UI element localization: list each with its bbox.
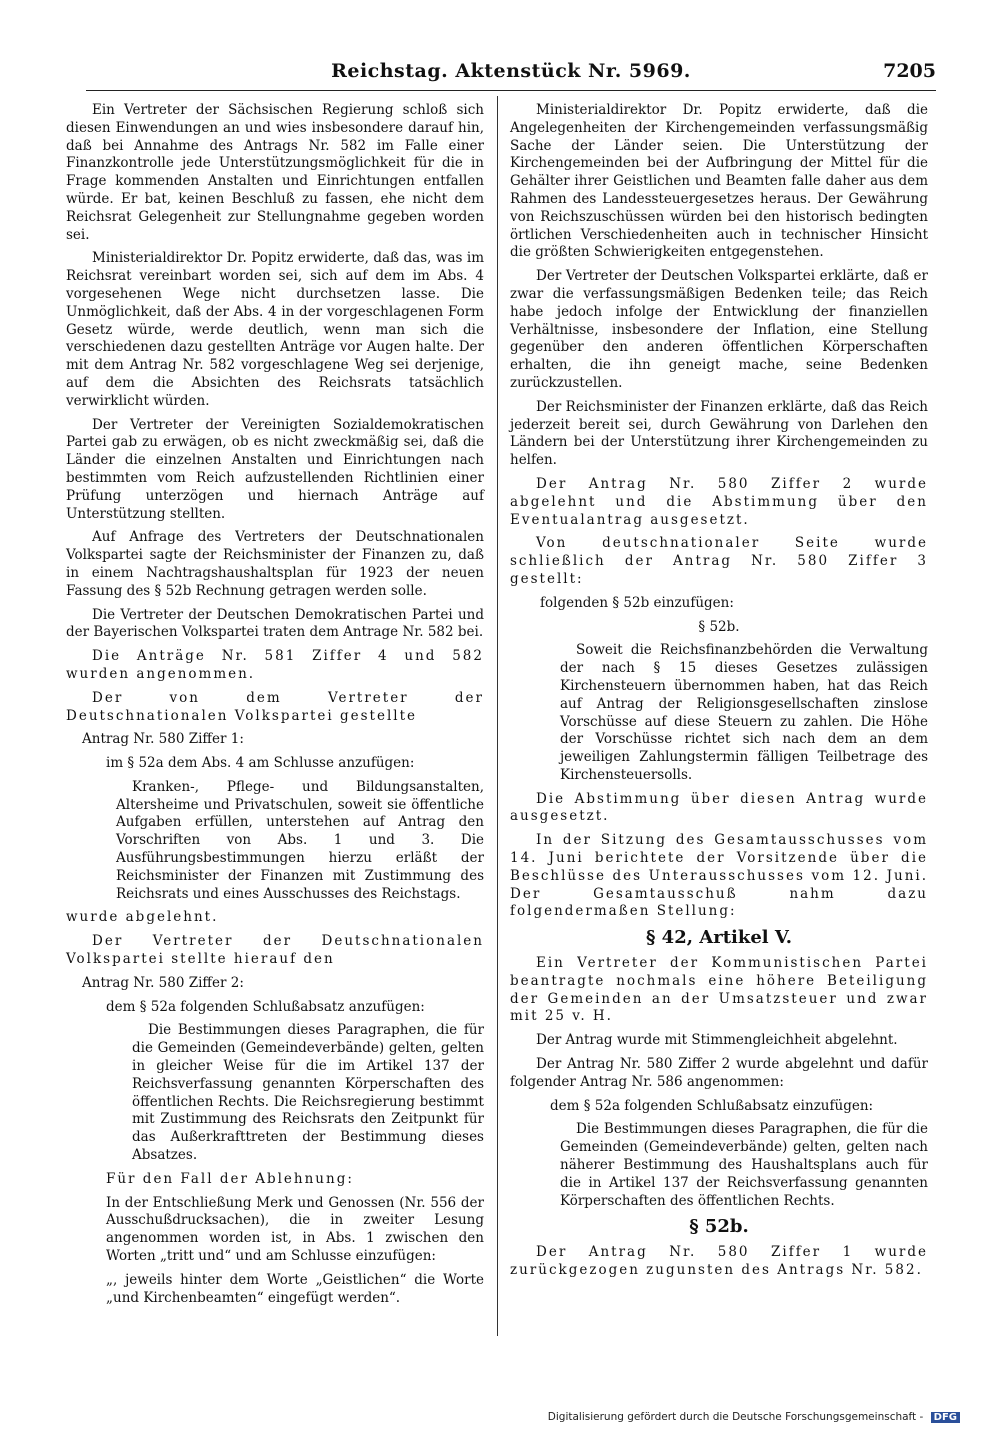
paragraph: Der Vertreter der Deutschen Volkspartei erklärte, daß er zwar die verfassungsmäßigen Bedenken teile; das Reich habe jedoch infolge der Entwicklung der finanziellen Verhältnisse, insbesondere der Inflation, eine Stellung gegenüber den anderen öffentlichen Körperschaften erhalten, die ihn geneigt mache, seine Bedenken zurückzustellen. bbox=[510, 268, 928, 391]
motion-instruction: dem § 52a folgenden Schlußabsatz anzufügen: bbox=[106, 998, 425, 1015]
paragraph: Ein Vertreter der Kommunistischen Partei beantragte nochmals eine höhere Beteiligung der Gemeinden an der Umsatzsteuer und zwar mit 25 v. H. bbox=[510, 955, 928, 1025]
quoted-text: In der Entschließung Merk und Genossen (Nr. 556 der Ausschußdrucksachen), die in zweiter Lesung angenommen worden ist, in Abs. 1 zwischen den Worten „tritt und“ und am Schlusse einzufügen: bbox=[106, 1194, 484, 1265]
paragraph: Ministerialdirektor Dr. Popitz erwiderte, daß die Angelegenheiten der Kirchengemeinden verfassungsmäßig Sache der Länder seien. Die Unterstützung der Kirchengemeinden bei der Aufbringung der Mittel für die Gehälter ihrer Geistlichen und Beamten falle daher aus dem Rahmen des Landessteuergesetzes heraus. Der Gewährung von Reichszuschüssen würden bei den historisch bedingten örtlichen Verschiedenheiten auch in technischer Hinsicht die größten Schwierigkeiten entgegenstehen. bbox=[510, 102, 928, 261]
paragraph: wurde abgelehnt. bbox=[66, 909, 219, 926]
motion-instruction: folgenden § 52b einzufügen: bbox=[540, 594, 734, 611]
motion-instruction: im § 52a dem Abs. 4 am Schlusse anzufügen: bbox=[106, 755, 415, 772]
section-heading: § 42, Artikel V. bbox=[646, 927, 792, 949]
paragraph: Die Abstimmung über diesen Antrag wurde ausgesetzt. bbox=[510, 790, 928, 825]
paragraph: Die Anträge Nr. 581 Ziffer 4 und 582 wurden angenommen. bbox=[66, 648, 484, 682]
motion-heading: Antrag Nr. 580 Ziffer 2: bbox=[82, 974, 244, 991]
credit-text: Digitalisierung gefördert durch die Deutsche Forschungsgemeinschaft - bbox=[547, 1411, 924, 1423]
digitization-credit bbox=[548, 1411, 960, 1423]
paragraph: Ein Vertreter der Sächsischen Regierung schloß sich diesen Einwendungen an und wies insbesondere darauf hin, daß bei Annahme des Antrags Nr. 582 im Falle einer Finanzkontrolle jede Unterstützungsmöglichkeit für die in Frage kommenden Anstalten und Einrichtungen entfallen würde. Er bat, keinen Beschluß zu fassen, ehe nicht dem Reichsrat Gelegenheit zur Stellungnahme gegeben worden sei. bbox=[66, 102, 484, 243]
left-column bbox=[66, 102, 484, 1313]
running-title: Reichstag. Aktenstück Nr. 5969. bbox=[331, 60, 691, 82]
right-column bbox=[510, 102, 928, 1286]
page-number: 7205 bbox=[883, 60, 936, 82]
section-heading: § 52b. bbox=[689, 1216, 749, 1238]
paragraph: Auf Anfrage des Vertreters der Deutschnationalen Volkspartei sagte der Reichsminister der Finanzen zu, daß in einem Nachtragshaushaltsplan für 1923 der neuen Fassung des § 52b Rechnung getragen werden solle. bbox=[66, 529, 484, 599]
motion-heading: Antrag Nr. 580 Ziffer 1: bbox=[82, 731, 244, 748]
paragraph: Der Antrag wurde mit Stimmengleichheit abgelehnt. bbox=[536, 1032, 898, 1049]
dfg-logo: DFG bbox=[931, 1412, 960, 1423]
quoted-text: Die Bestimmungen dieses Paragraphen, die für die Gemeinden (Gemeindeverbände) gelten, gelten nach näherer Bestimmung des Haushaltsplans auch für die in Artikel 137 der Reichsverfassung genannten Körperschaften des öffentlichen Rechts. bbox=[560, 1121, 928, 1209]
paragraph: Der Antrag Nr. 580 Ziffer 1 wurde zurückgezogen zugunsten des Antrags Nr. 582. bbox=[510, 1244, 928, 1279]
paragraph: Von deutschnationaler Seite wurde schließlich der Antrag Nr. 580 Ziffer 3 gestellt: bbox=[510, 535, 928, 587]
column-divider bbox=[497, 96, 498, 1336]
paragraph: Der Vertreter der Vereinigten Sozialdemokratischen Partei gab zu erwägen, ob es nicht zweckmäßig sei, daß die Länder die einzelnen Anstalten und Einrichtungen nach bestimmten vom Reich aufzustellenden Richtlinien einer Prüfung unterzögen und hiernach Anträge auf Unterstützung stellten. bbox=[66, 416, 484, 522]
paragraph: Der Vertreter der Deutschnationalen Volkspartei stellte hierauf den bbox=[66, 933, 484, 968]
paragraph: Der Antrag Nr. 580 Ziffer 2 wurde abgelehnt und die Abstimmung über den Eventualantrag ausgesetzt. bbox=[510, 475, 928, 528]
paragraph: Der Reichsminister der Finanzen erklärte, daß das Reich jederzeit bereit sei, durch Gewährung von Darlehen den Ländern bei der Unterstützung ihrer Kirchengemeinden zu helfen. bbox=[510, 398, 928, 469]
quoted-text: Soweit die Reichsfinanzbehörden die Verwaltung der nach § 15 dieses Gesetzes zulässigen Kirchensteuern übernommen haben, hat das Reich auf Antrag der Religionsgesellschaften zinslose Vorschüsse auf diese Steuern zu zahlen. Die Höhe der Vorschüsse richtet sich nach dem an dem jeweiligen Zahlungstermin fälligen Teilbetrage des Kirchensteuersolls. bbox=[560, 642, 928, 783]
quoted-text: „, jeweils hinter dem Worte „Geistlichen“ die Worte „und Kirchenbeamten“ eingefügt werden“. bbox=[106, 1271, 484, 1306]
paragraph: Die Vertreter der Deutschen Demokratischen Partei und der Bayerischen Volkspartei traten dem Antrage Nr. 582 bei. bbox=[66, 606, 484, 641]
motion-instruction: Für den Fall der Ablehnung: bbox=[106, 1170, 354, 1187]
quoted-text: Kranken-, Pflege- und Bildungsanstalten, Altersheime und Privatschulen, soweit sie öffentliche Aufgaben erfüllen, unterstehen auf Antrag den Vorschriften von Abs. 1 und 3. Die Ausführungsbestimmungen hierzu erläßt der Reichsminister der Finanzen mit Zustimmung des Reichsrats und eines Ausschusses des Reichstags. bbox=[116, 778, 484, 902]
paragraph: Der von dem Vertreter der Deutschnationalen Volkspartei gestellte bbox=[66, 689, 484, 724]
paragraph: Der Antrag Nr. 580 Ziffer 2 wurde abgelehnt und dafür folgender Antrag Nr. 586 angenommen: bbox=[510, 1056, 928, 1090]
paragraph: Ministerialdirektor Dr. Popitz erwiderte, daß das, was im Reichsrat vereinbart worden sei, sich auf dem im Abs. 4 vorgesehenen Wege nicht durchsetzen lasse. Die Unmöglichkeit, daß der Abs. 4 in der vorgeschlagenen Form Gesetz würde, werde deutlich, wenn man sich die verschiedenen dazu gestellten Anträge vor Augen halte. Der mit dem Antrag Nr. 582 vorgeschlagene Weg sei derjenige, auf dem die Absichten des Reichsrats tatsächlich verwirklicht würden. bbox=[66, 250, 484, 409]
page-header bbox=[86, 60, 936, 91]
paragraph: In der Sitzung des Gesamtausschusses vom 14. Juni berichtete der Vorsitzende über die Beschlüsse des Unterausschusses vom 12. Juni. Der Gesamtausschuß nahm dazu folgendermaßen Stellung: bbox=[510, 832, 928, 920]
paragraph-title: § 52b. bbox=[698, 618, 740, 635]
motion-instruction: dem § 52a folgenden Schlußabsatz einzufügen: bbox=[550, 1097, 874, 1114]
quoted-text: Die Bestimmungen dieses Paragraphen, die für die Gemeinden (Gemeindeverbände) gelten, gelten in gleicher Weise für die im Artikel 137 der Reichsverfassung genannten Körperschaften des öffentlichen Rechts. Die Reichsregierung bestimmt mit Zustimmung des Reichsrats den Zeitpunkt für das Außerkrafttreten der Bestimmung dieses Absatzes. bbox=[132, 1022, 484, 1164]
